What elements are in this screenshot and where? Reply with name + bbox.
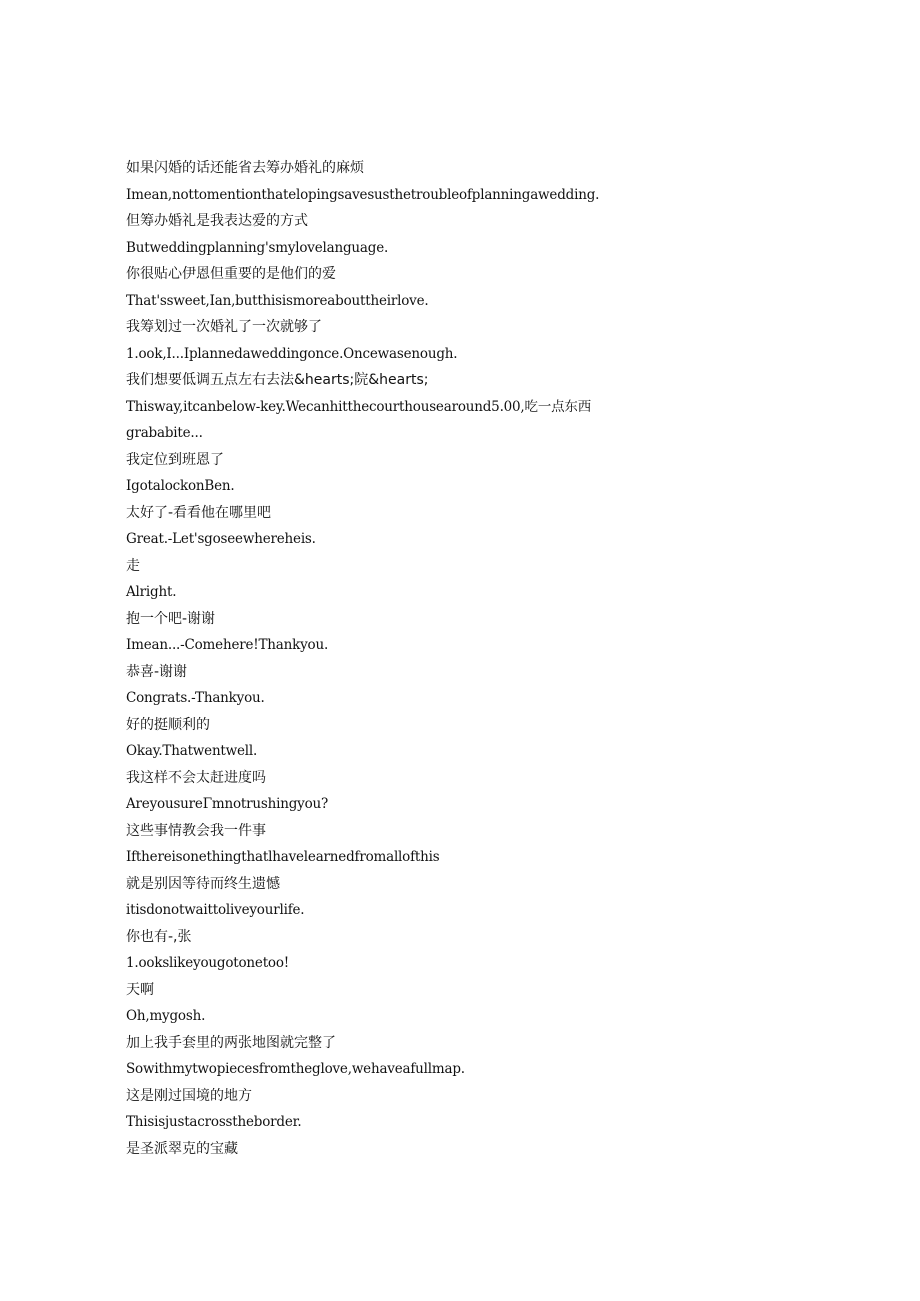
english-subtitle-line: Congrats.-Thankyou.	[126, 690, 265, 706]
english-subtitle-line: Sowithmytwopiecesfromtheglove,wehaveafullmap.	[126, 1061, 465, 1077]
chinese-subtitle-line: 走	[126, 557, 140, 574]
english-subtitle-line: 1.ook,I...Iplannedaweddingonce.Oncewasenough.	[126, 345, 458, 362]
chinese-subtitle-line: 你也有-,张	[126, 928, 192, 945]
chinese-subtitle-line: 恭喜-谢谢	[126, 663, 188, 680]
english-subtitle-line: Thisway,itcanbelow-key.Wecanhitthecourthousearound5.00,吃一点东西	[126, 398, 592, 415]
english-subtitle-line: IgotalockonBen.	[126, 478, 235, 494]
chinese-subtitle-line: 加上我手套里的两张地图就完整了	[126, 1034, 336, 1051]
chinese-subtitle-line: 但筹办婚礼是我表达爱的方式	[126, 213, 308, 229]
english-subtitle-line: Great.-Let'sgoseewhereheis.	[126, 531, 316, 547]
english-subtitle-line: Butweddingplanning'smylovelanguage.	[126, 239, 389, 256]
subtitle-transcript	[126, 155, 826, 1162]
chinese-subtitle-line: 这些事情教会我一件事	[126, 822, 266, 839]
english-subtitle-line: Ifthereisonethingthatlhavelearnedfromallofthis	[126, 849, 440, 865]
english-subtitle-line: Alright.	[126, 584, 177, 600]
chinese-subtitle-line: 我们想要低调五点左右去法&hearts;院&hearts;	[126, 372, 429, 388]
chinese-subtitle-line: 是圣派翠克的宝藏	[126, 1140, 238, 1157]
chinese-subtitle-line: 就是别因等待而终生遗憾	[126, 875, 280, 892]
english-subtitle-line: itisdonotwaittoliveyourlife.	[126, 902, 305, 918]
chinese-subtitle-line: 抱一个吧-谢谢	[126, 610, 216, 627]
english-subtitle-line: 1.ookslikeyougotonetoo!	[126, 955, 290, 971]
chinese-subtitle-line: 我这样不会太赶进度吗	[126, 769, 266, 786]
chinese-subtitle-line: 我筹划过一次婚礼了一次就够了	[126, 319, 322, 335]
chinese-subtitle-line: 天啊	[126, 981, 154, 998]
english-subtitle-line: Okay.Thatwentwell.	[126, 743, 258, 759]
english-subtitle-line: Thisisjustacrosstheborder.	[126, 1114, 302, 1130]
english-subtitle-line: Imean...-Comehere!Thankyou.	[126, 637, 329, 653]
english-subtitle-line: grababite...	[126, 425, 203, 441]
chinese-subtitle-line: 太好了-看看他在哪里吧	[126, 504, 272, 521]
chinese-subtitle-line: 你很贴心伊恩但重要的是他们的爱	[126, 266, 336, 282]
english-subtitle-line: Oh,mygosh.	[126, 1008, 206, 1024]
chinese-subtitle-line: 我定位到班恩了	[126, 451, 224, 468]
english-subtitle-line: AreyousureΓmnotrushingyou?	[126, 796, 329, 812]
english-subtitle-line: That'ssweet,Ian,butthisismoreabouttheirlove.	[126, 292, 429, 309]
chinese-subtitle-line: 如果闪婚的话还能省去筹办婚礼的麻烦	[126, 160, 364, 176]
chinese-subtitle-line: 好的挺顺利的	[126, 716, 210, 733]
chinese-subtitle-line: 这是刚过国境的地方	[126, 1087, 252, 1104]
english-subtitle-line: Imean,nottomentionthatelopingsavesusthetroubleofplanningawedding.	[126, 186, 600, 203]
